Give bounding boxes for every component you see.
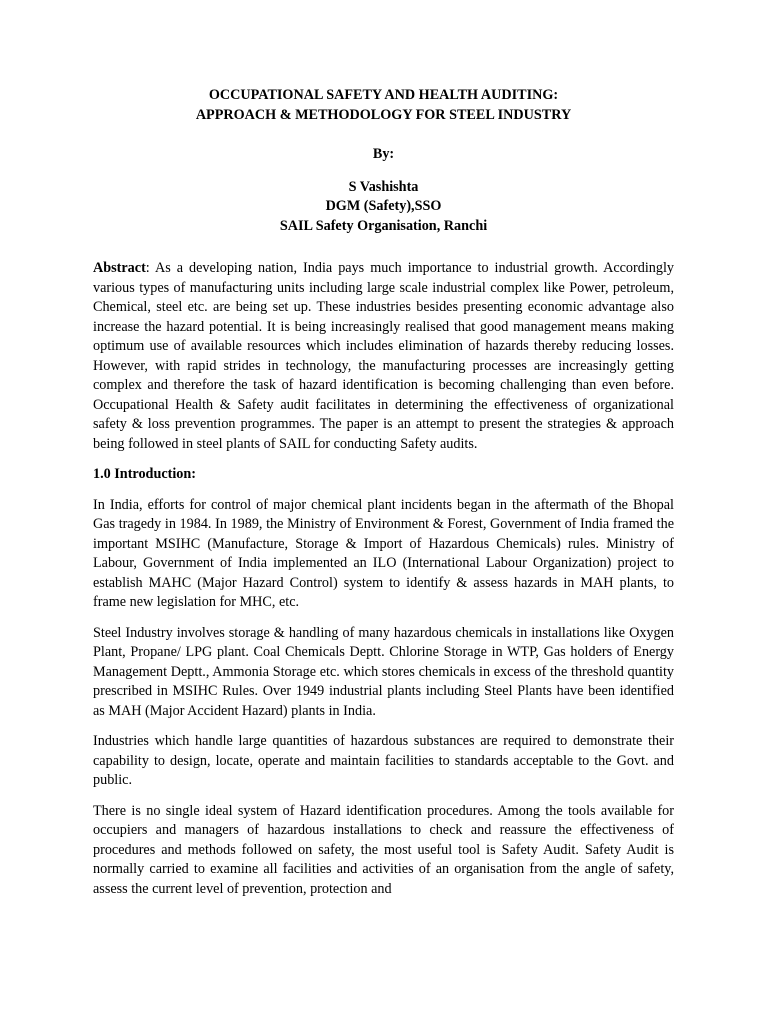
title-line-2: APPROACH & METHODOLOGY FOR STEEL INDUSTRY <box>195 106 572 123</box>
paper-title <box>93 86 674 125</box>
author-organisation: SAIL Safety Organisation, Ranchi <box>279 217 488 234</box>
byline: By: <box>372 146 395 162</box>
author-position: DGM (Safety),SSO <box>325 198 442 214</box>
intro-paragraph-1: In India, efforts for control of major chemical plant incidents began in the aftermath of the Bhopal Gas tragedy in 1984. In 1989, the Ministry of Environment & Forest, Government of India framed the important MSIHC (Manufacture, Storage & Import of Hazardous Chemicals) rules. Ministry of Labour, Government of India implemented an ILO (International Labour Organization) project to establish MAHC (Major Hazard Control) system to identify & assess hazards in MAH plants, to frame new legislation for MHC, etc. <box>93 496 674 610</box>
abstract-text: : As a developing nation, India pays much importance to industrial growth. Accordingly various types of manufacturing units including large scale industrial complex like Power, petroleum, Chemical, steel etc. are being set up. These industries besides presenting economic advantage also increase the hazard potential. It is being increasingly realised that good management means making optimum use of available resources which includes elimination of hazards thereby reducing losses. However, with rapid strides in technology, the manufacturing processes are increasingly getting complex and therefore the task of hazard identification is becoming challenging than even before. Occupational Health & Safety audit facilitates in determining the effectiveness of organizational safety & loss prevention programmes. The paper is an attempt to present the strategies & approach being followed in steel plants of SAIL for conducting Safety audits. <box>93 260 674 452</box>
author-name: S Vashishta <box>348 178 419 195</box>
abstract-label: Abstract <box>93 260 146 276</box>
section-heading-introduction: 1.0 Introduction: <box>93 466 197 482</box>
abstract-paragraph <box>93 259 674 454</box>
author-block <box>93 178 674 237</box>
title-line-1: OCCUPATIONAL SAFETY AND HEALTH AUDITING: <box>208 87 559 103</box>
intro-paragraph-4: There is no single ideal system of Hazard identification procedures. Among the tools available for occupiers and managers of hazardous installations to check and reassure the effectiveness of procedures and methods followed on safety, the most useful tool is Safety Audit. Safety Audit is normally carried to examine all facilities and activities of an organisation from the angle of safety, assess the current level of prevention, protection and <box>93 802 674 897</box>
intro-paragraph-2: Steel Industry involves storage & handling of many hazardous chemicals in installations like Oxygen Plant, Propane/ LPG plant. Coal Chemicals Deptt. Chlorine Storage in WTP, Gas holders of Energy Management Deptt., Ammonia Storage etc. which stores chemicals in excess of the threshold quantity prescribed in MSIHC Rules. Over 1949 industrial plants including Steel Plants have been identified as MAH (Major Accident Hazard) plants in India. <box>93 624 674 719</box>
intro-paragraph-3: Industries which handle large quantities of hazardous substances are required to demonstrate their capability to design, locate, operate and maintain facilities to standards acceptable to the Govt. and public. <box>93 733 674 788</box>
document-page <box>93 86 674 899</box>
